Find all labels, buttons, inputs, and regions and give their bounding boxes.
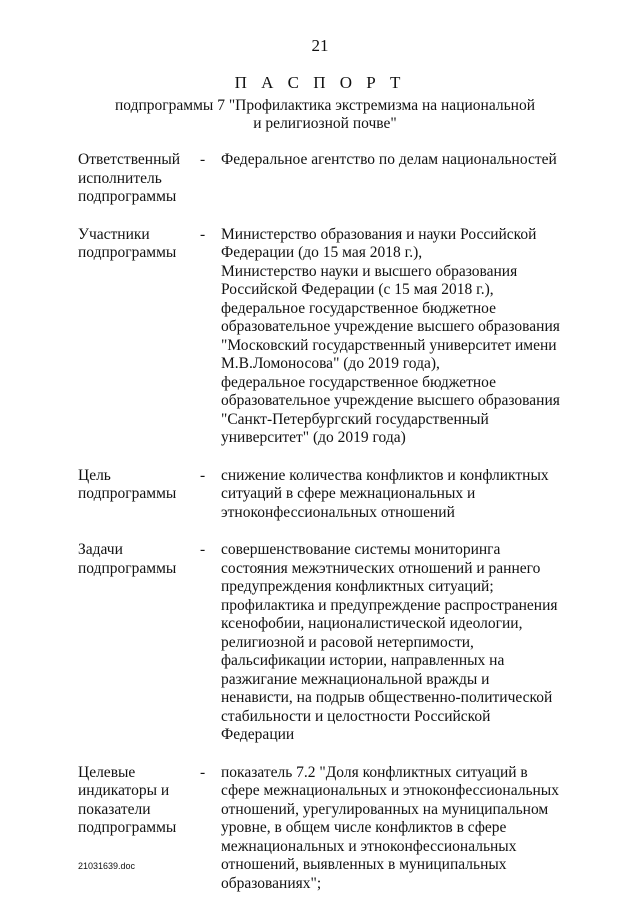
row-label xyxy=(78,151,200,207)
value-line: отношений, урегулированных на муниципальном xyxy=(221,800,549,818)
value-line: фальсификации истории, направленных на xyxy=(221,652,505,669)
row-label xyxy=(78,541,200,745)
value-line: Министерство науки и высшего образования xyxy=(221,262,518,280)
document-title: П А С П О Р Т xyxy=(234,73,406,92)
row-value xyxy=(221,226,561,448)
page-number: 21 xyxy=(311,36,329,55)
value-line: снижение количества конфликтов и конфликтных xyxy=(221,466,549,484)
value-line: ситуаций в сфере межнациональных и xyxy=(221,485,476,502)
document-subtitle xyxy=(110,97,540,133)
row-dash: - xyxy=(200,763,206,781)
value-line: религиозной и расовой нетерпимости, xyxy=(221,633,474,651)
value-line: Федерации xyxy=(221,726,295,743)
subtitle-line: подпрограммы 7 "Профилактика экстремизма на национальной xyxy=(115,97,535,114)
label-line: подпрограммы xyxy=(78,485,177,502)
value-line: Федеральное агентство по делам национальностей xyxy=(221,151,557,168)
footer-file-name: 21031639.doc xyxy=(78,861,136,871)
row-value xyxy=(221,467,561,523)
value-line: федеральное государственное бюджетное xyxy=(221,373,496,391)
value-line: университет" (до 2019 года) xyxy=(221,429,406,446)
value-line: предупреждения конфликтных ситуаций; xyxy=(221,578,494,595)
value-line: отношений, выявленных в муниципальных xyxy=(221,856,507,873)
value-line: Федерации (до 15 мая 2018 г.), xyxy=(221,244,423,261)
value-line: "Московский государственный университет имени xyxy=(221,336,557,354)
row-value xyxy=(221,764,561,894)
row-dash: - xyxy=(200,151,206,168)
passport-row-indicators xyxy=(78,764,578,894)
label-line: подпрограммы xyxy=(78,819,177,836)
row-dash: - xyxy=(200,225,206,243)
value-line: образовательное учреждение высшего образования xyxy=(221,392,560,409)
value-line: стабильности и целостности Российской xyxy=(221,707,491,725)
value-line: состояния межэтнических отношений и раннего xyxy=(221,559,541,577)
label-line: исполнитель xyxy=(78,169,162,187)
value-line: Министерство образования и науки Российской xyxy=(221,225,537,243)
label-line: Задачи xyxy=(78,541,123,558)
passport-row-responsible xyxy=(78,151,578,207)
value-line: межнациональных и этноконфессиональных xyxy=(221,837,517,855)
passport-table xyxy=(78,151,578,912)
label-line: Целевые xyxy=(78,763,136,781)
value-line: разжигание межнациональной вражды и xyxy=(221,670,490,688)
value-line: образовательное учреждение высшего образования xyxy=(221,318,560,335)
row-label xyxy=(78,226,200,448)
value-line: этноконфессиональных отношений xyxy=(221,503,455,521)
value-line: федеральное государственное бюджетное xyxy=(221,299,496,317)
value-line: М.В.Ломоносова" (до 2019 года), xyxy=(221,355,440,372)
passport-row-goal xyxy=(78,467,578,523)
label-line: подпрограммы xyxy=(78,244,177,261)
value-line: "Санкт-Петербургский государственный xyxy=(221,410,489,428)
label-line: Цель xyxy=(78,466,111,484)
value-line: сфере межнациональных и этноконфессиональных xyxy=(221,782,559,799)
label-line: Участники xyxy=(78,225,150,243)
value-line: показатель 7.2 "Доля конфликтных ситуаций в xyxy=(221,763,528,781)
value-line: Российской Федерации (с 15 мая 2018 г.), xyxy=(221,281,494,298)
label-line: подпрограммы xyxy=(78,188,177,205)
value-line: ксенофобии, националистической идеологии, xyxy=(221,615,523,632)
label-line: показатели xyxy=(78,800,151,818)
row-label xyxy=(78,764,200,894)
label-line: индикаторы и xyxy=(78,782,170,799)
row-dash: - xyxy=(200,541,206,558)
label-line: подпрограммы xyxy=(78,559,177,577)
passport-row-participants xyxy=(78,226,578,448)
row-value xyxy=(221,541,561,745)
subtitle-line: и религиозной почве" xyxy=(253,115,397,132)
label-line: Ответственный xyxy=(78,151,181,168)
passport-row-tasks xyxy=(78,541,578,745)
value-line: образованиях"; xyxy=(221,874,322,892)
row-dash: - xyxy=(200,466,206,484)
value-line: совершенствование системы мониторинга xyxy=(221,541,501,558)
value-line: уровне, в общем числе конфликтов в сфере xyxy=(221,819,507,836)
row-value xyxy=(221,151,561,207)
value-line: профилактика и предупреждение распространения xyxy=(221,596,558,614)
value-line: ненависти, на подрыв общественно-политической xyxy=(221,689,553,706)
row-label xyxy=(78,467,200,523)
